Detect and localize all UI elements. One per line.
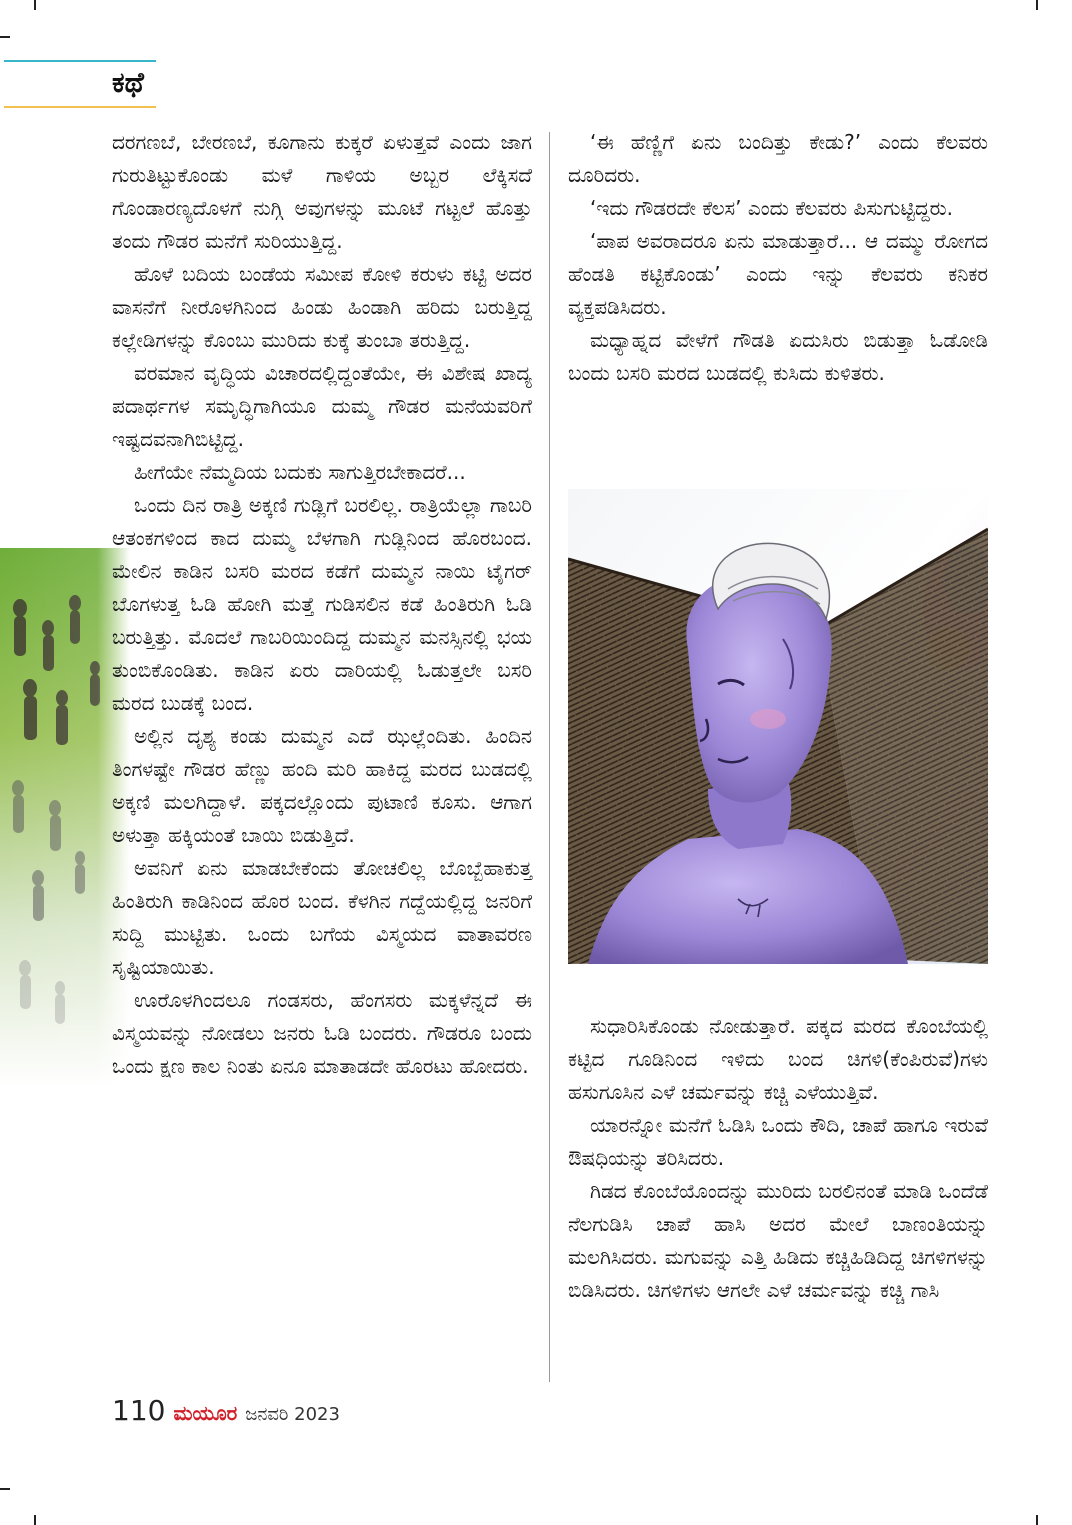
paragraph: ದರಗಣಬೆ, ಬೇರಣಬೆ, ಕೂಗಾನು ಕುಕ್ಕರೆ ಏಳುತ್ತವೆ ಎಂದು ಜಾಗ ಗುರುತಿಟ್ಟುಕೊಂಡು ಮಳೆ ಗಾಳಿಯ ಅಬ್ಬರ ಲೆಕ್ಕಿಸದೆ ಗೊಂಡಾರಣ್ಯದೊಳಗೆ ನುಗ್ಗಿ ಅವುಗಳನ್ನು ಮೂಟೆ ಗಟ್ಟಲೆ ಹೊತ್ತು ತಂದು ಗೌಡರ ಮನೆಗೆ ಸುರಿಯುತ್ತಿದ್ದ. [112,130,532,253]
paragraph: ‘ಈ ಹೆಣ್ಣಿಗೆ ಏನು ಬಂದಿತ್ತು ಕೇಡು?’ ಎಂದು ಕೆಲವರು ದೂರಿದರು. [568,130,988,187]
paragraph: ಊರೊಳಗಿಂದಲೂ ಗಂಡಸರು, ಹೆಂಗಸರು ಮಕ್ಕಳೆನ್ನದೆ ಈ ವಿಸ್ಮಯವನ್ನು ನೋಡಲು ಜನರು ಓಡಿ ಬಂದರು. ಗೌಡರೂ ಬಂದು ಒಂದು ಕ್ಷಣ ಕಾಲ ನಿಂತು ಏನೂ ಮಾತಾಡದೇ ಹೊರಟು ಹೋದರು. [112,988,532,1078]
crop-mark [0,36,10,38]
header-rule-top [4,60,156,62]
paragraph: ‘ಪಾಪ ಅವರಾದರೂ ಏನು ಮಾಡುತ್ತಾರೆ... ಆ ದಮ್ಮು ರೋಗದ ಹೆಂಡತಿ ಕಟ್ಟಿಕೊಂಡು’ ಎಂದು ಇನ್ನು ಕೆಲವರು ಕನಿಕರ ವ್ಯಕ್ತಪಡಿಸಿದರು. [568,229,988,319]
paragraph: ಅಲ್ಲಿನ ದೃಶ್ಯ ಕಂಡು ದುಮ್ಮನ ಎದೆ ಝಲ್ಲೆಂದಿತು. ಹಿಂದಿನ ತಿಂಗಳಷ್ಟೇ ಗೌಡರ ಹೆಣ್ಣು ಹಂದಿ ಮರಿ ಹಾಕಿದ್ದ ಮರದ ಬುಡದಲ್ಲಿ ಅಕ್ಕಣಿ ಮಲಗಿದ್ದಾಳೆ. ಪಕ್ಕದಲ್ಲೊಂದು ಪುಟಾಣಿ ಕೂಸು. ಆಗಾಗ ಅಳುತ್ತಾ ಹಕ್ಕಿಯಂತೆ ಬಾಯಿ ಬಿಡುತ್ತಿದೆ. [112,724,532,847]
crop-mark [34,0,36,10]
crowd-watercolor-illustration [0,548,130,1088]
section-title: ಕಥೆ [112,66,144,99]
paragraph: ಅವನಿಗೆ ಏನು ಮಾಡಬೇಕೆಂದು ತೋಚಲಿಲ್ಲ ಬೊಬ್ಬೆಹಾಕುತ್ತ ಹಿಂತಿರುಗಿ ಕಾಡಿನಿಂದ ಹೊರ ಬಂದ. ಕೆಳಗಿನ ಗದ್ದೆಯಲ್ಲಿದ್ದ ಜನರಿಗೆ ಸುದ್ದಿ ಮುಟ್ಟಿತು. ಒಂದು ಬಗೆಯ ವಿಸ್ಮಯದ ವಾತಾವರಣ ಸೃಷ್ಟಿಯಾಯಿತು. [112,856,532,979]
paragraph: ‘ಇದು ಗೌಡರದೇ ಕೆಲಸ’ ಎಂದು ಕೆಲವರು ಪಿಸುಗುಟ್ಟಿದ್ದರು. [590,196,953,220]
paragraph: ಗಿಡದ ಕೊಂಬೆಯೊಂದನ್ನು ಮುರಿದು ಬರಲಿನಂತೆ ಮಾಡಿ ಒಂದೆಡೆ ನೆಲಗುಡಿಸಿ ಚಾಪೆ ಹಾಸಿ ಅದರ ಮೇಲೆ ಬಾಣಂತಿಯನ್ನು ಮಲಗಿಸಿದರು. ಮಗುವನ್ನು ಎತ್ತಿ ಹಿಡಿದು ಕಚ್ಚಿಹಿಡಿದಿದ್ದ ಚಿಗಳಿಗಳನ್ನು ಬಿಡಿಸಿದರು. ಚಿಗಳಿಗಳು ಆಗಲೇ ಎಳೆ ಚರ್ಮವನ್ನು ಕಚ್ಚಿ ಗಾಸಿ [568,1179,988,1302]
paragraph: ಹೀಗೆಯೇ ನೆಮ್ಮದಿಯ ಬದುಕು ಸಾಗುತ್ತಿರಬೇಕಾದರೆ... [134,460,466,484]
header-rule-bottom [4,106,156,108]
story-illustration [568,489,988,964]
right-text-column-bottom [568,1010,988,1307]
page-number: 110 [112,1394,166,1427]
crop-mark [0,1488,10,1490]
crop-mark [34,1515,36,1525]
crop-mark [1036,1515,1038,1525]
paragraph: ಯಾರನ್ನೋ ಮನೆಗೆ ಓಡಿಸಿ ಒಂದು ಕೌದಿ, ಚಾಪೆ ಹಾಗೂ ಇರುವೆ ಔಷಧಿಯನ್ನು ತರಿಸಿದರು. [568,1113,988,1170]
issue-date: ಜನವರಿ 2023 [245,1404,340,1425]
column-divider [549,132,550,1382]
paragraph: ವರಮಾನ ವೃದ್ಧಿಯ ವಿಚಾರದಲ್ಲಿದ್ದಂತೆಯೇ, ಈ ವಿಶೇಷ ಖಾದ್ಯ ಪದಾರ್ಥಗಳ ಸಮೃದ್ಧಿಗಾಗಿಯೂ ದುಮ್ಮ ಗೌಡರ ಮನೆಯವರಿಗೆ ಇಷ್ಟದವನಾಗಿಬಿಟ್ಟಿದ್ದ. [112,361,532,451]
paragraph: ಒಂದು ದಿನ ರಾತ್ರಿ ಅಕ್ಕಣಿ ಗುಡ್ಲಿಗೆ ಬರಲಿಲ್ಲ. ರಾತ್ರಿಯೆಲ್ಲಾ ಗಾಬರಿ ಆತಂಕಗಳಿಂದ ಕಾದ ದುಮ್ಮ ಬೆಳಗಾಗಿ ಗುಡ್ಲಿನಿಂದ ಹೊರಬಂದ. ಮೇಲಿನ ಕಾಡಿನ ಬಸರಿ ಮರದ ಕಡೆಗೆ ದುಮ್ಮನ ನಾಯಿ ಟೈಗರ್ ಬೊಗಳುತ್ತ ಓಡಿ ಹೋಗಿ ಮತ್ತೆ ಗುಡಿಸಲಿನ ಕಡೆ ಹಿಂತಿರುಗಿ ಓಡಿ ಬರುತ್ತಿತ್ತು. ಮೊದಲೆ ಗಾಬರಿಯಿಂದಿದ್ದ ದುಮ್ಮನ ಮನಸ್ಸಿನಲ್ಲಿ ಭಯ ತುಂಬಿಕೊಂಡಿತು. ಕಾಡಿನ ಏರು ದಾರಿಯಲ್ಲಿ ಓಡುತ್ತಲೇ ಬಸರಿ ಮರದ ಬುಡಕ್ಕೆ ಬಂದ. [112,493,532,715]
magazine-logo: ಮಯೂರ [173,1401,238,1425]
paragraph: ಮಧ್ಯಾಹ್ನದ ವೇಳೆಗೆ ಗೌಡತಿ ಏದುಸಿರು ಬಿಡುತ್ತಾ ಓಡೋಡಿ ಬಂದು ಬಸರಿ ಮರದ ಬುಡದಲ್ಲಿ ಕುಸಿದು ಕುಳಿತರು. [568,328,988,385]
paragraph: ಹೊಳೆ ಬದಿಯ ಬಂಡೆಯ ಸಮೀಪ ಕೋಳಿ ಕರುಳು ಕಟ್ಟಿ ಅದರ ವಾಸನೆಗೆ ನೀರೊಳಗಿನಿಂದ ಹಿಂಡು ಹಿಂಡಾಗಿ ಹರಿದು ಬರುತ್ತಿದ್ದ ಕಲ್ಲೇಡಿಗಳನ್ನು ಕೊಂಬು ಮುರಿದು ಕುಕ್ಕೆ ತುಂಬಾ ತರುತ್ತಿದ್ದ. [112,262,532,352]
paragraph: ಸುಧಾರಿಸಿಕೊಂಡು ನೋಡುತ್ತಾರೆ. ಪಕ್ಕದ ಮರದ ಕೊಂಬೆಯಲ್ಲಿ ಕಟ್ಟಿದ ಗೂಡಿನಿಂದ ಇಳಿದು ಬಂದ ಚಿಗಳಿ(ಕೆಂಪಿರುವೆ)ಗಳು ಹಸುಗೂಸಿನ ಎಳೆ ಚರ್ಮವನ್ನು ಕಚ್ಚಿ ಎಳೆಯುತ್ತಿವೆ. [568,1014,988,1104]
crop-mark [1036,0,1038,10]
page-footer [112,1394,340,1434]
left-text-column [112,126,532,1083]
right-text-column-top [568,126,988,390]
